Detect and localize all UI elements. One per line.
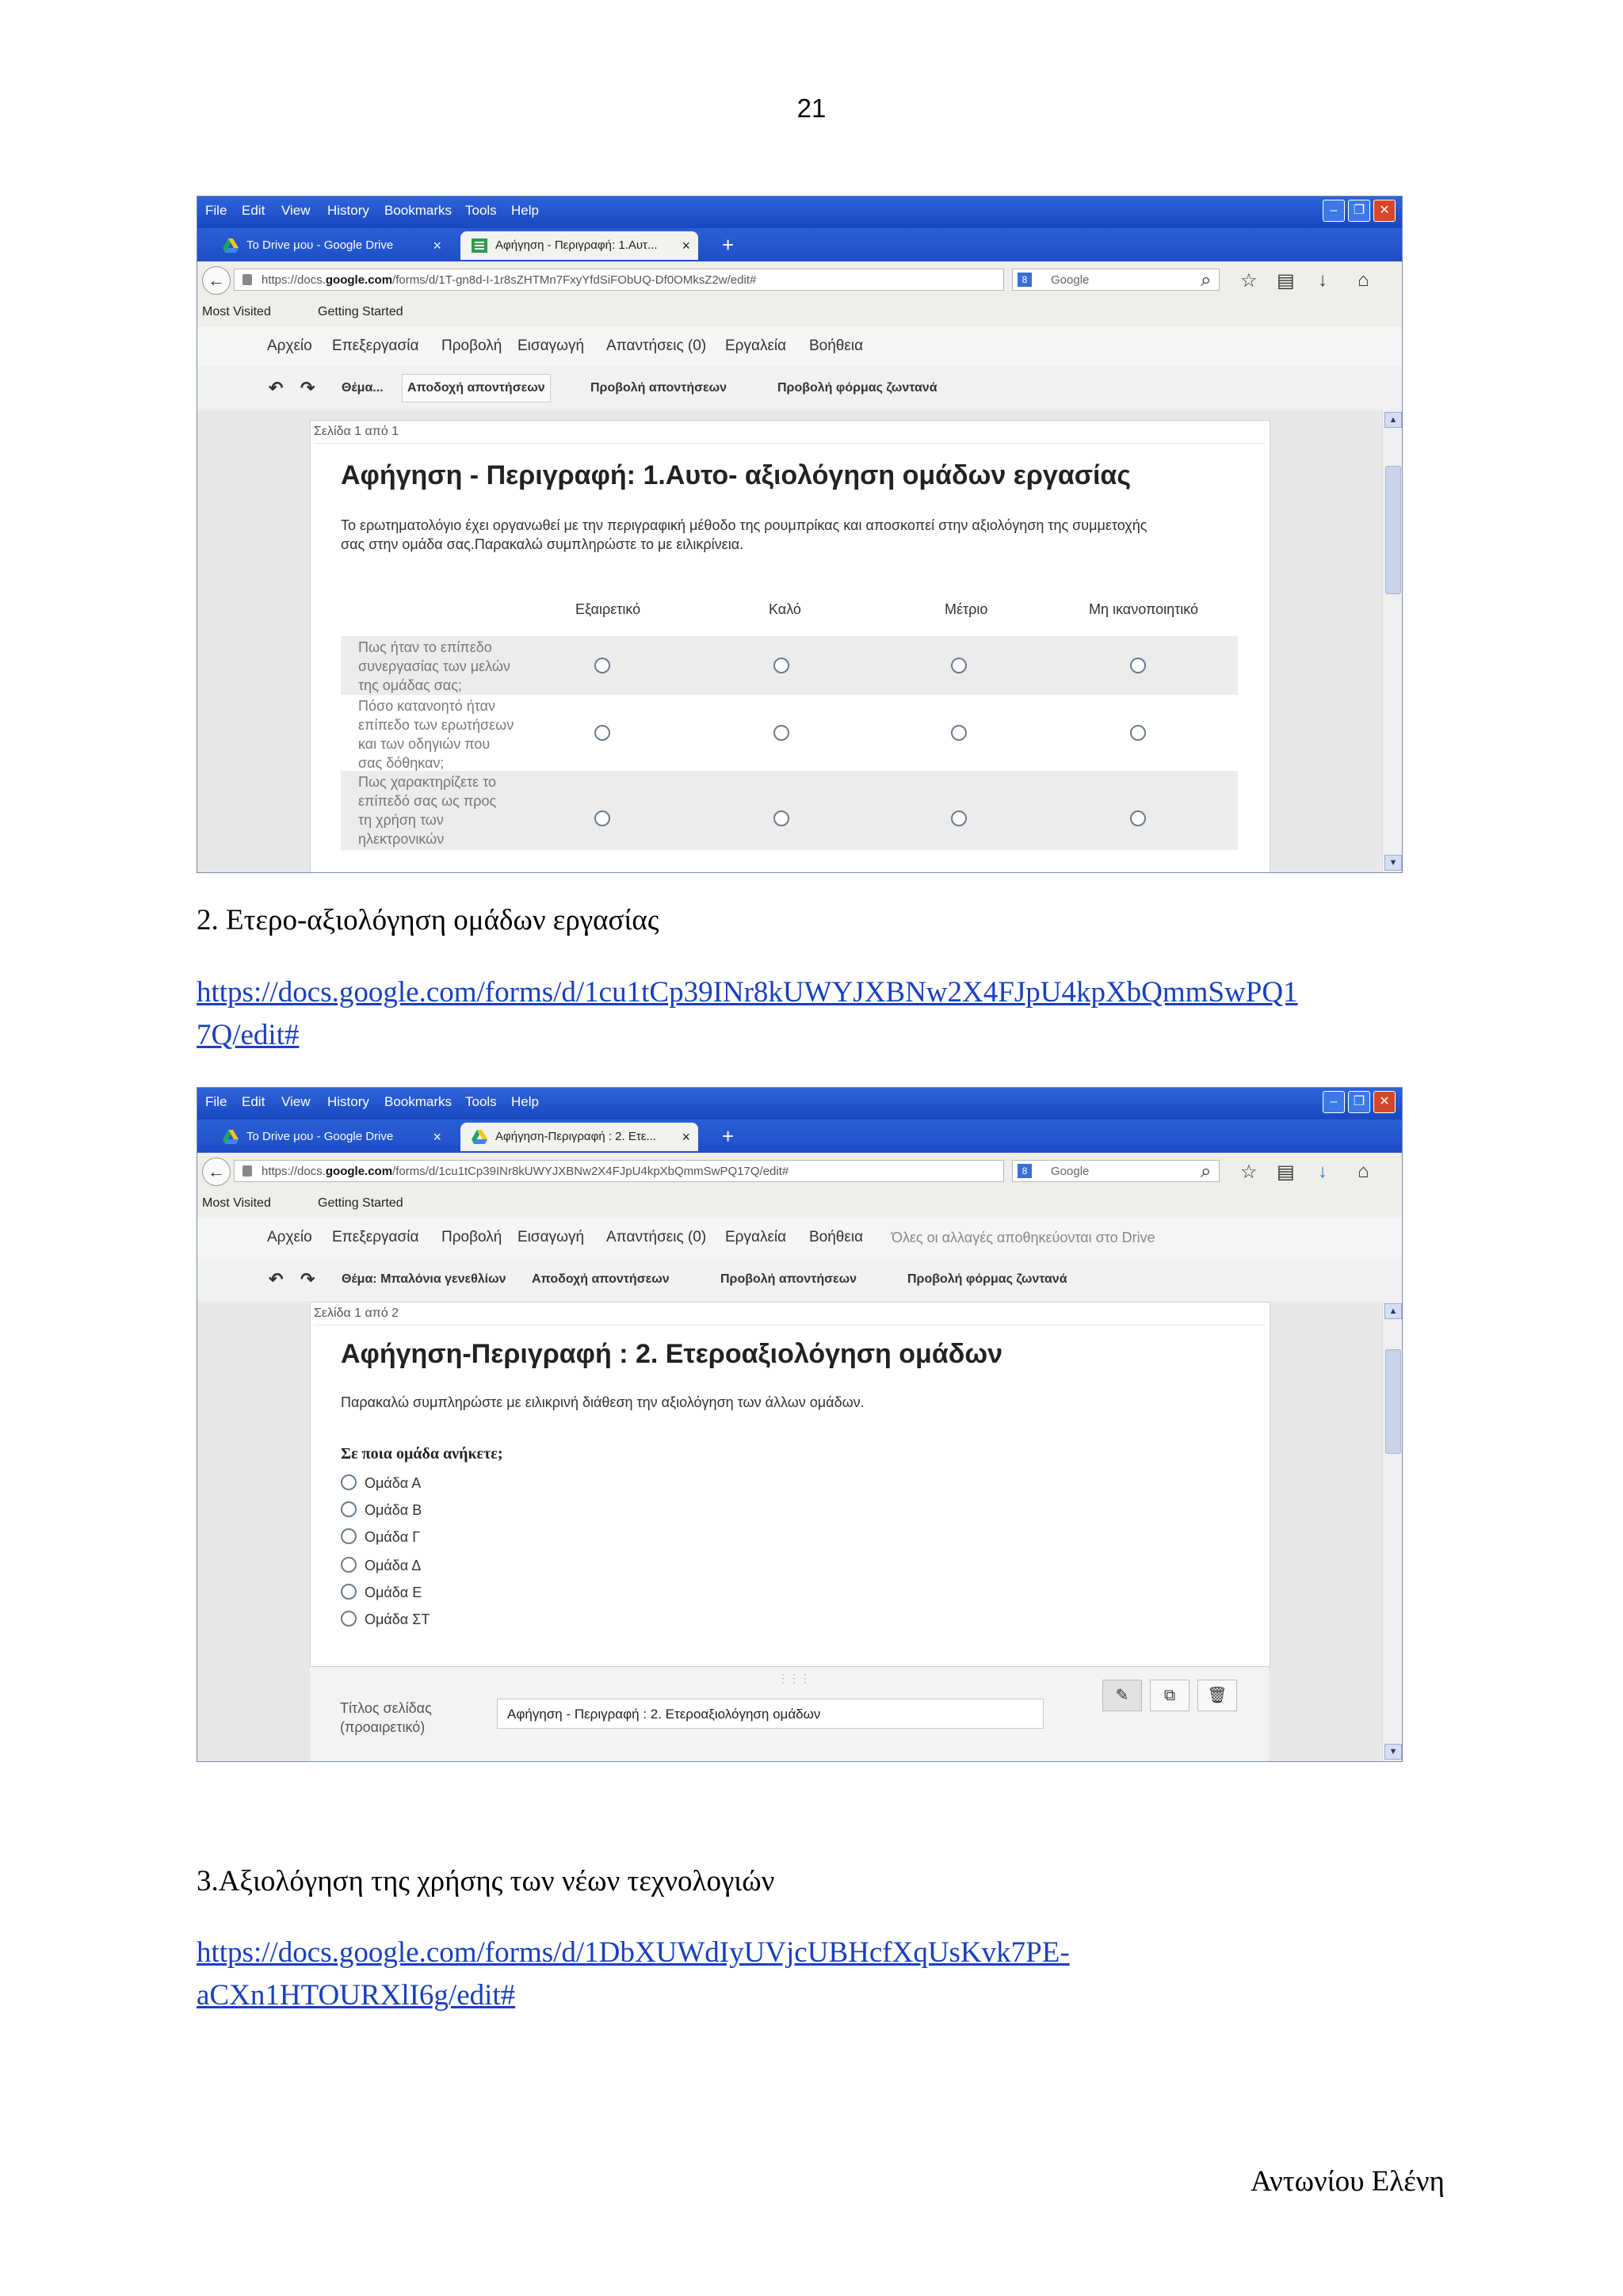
form-title: Αφήγηση - Περιγραφή: 1.Αυτο- αξιολόγηση ομάδων εργασίας	[341, 460, 1132, 490]
minimize-icon[interactable]: –	[1323, 1091, 1345, 1113]
forms-menubar	[197, 1218, 1402, 1257]
radio-button[interactable]	[341, 1584, 357, 1600]
view-live-form-label: Προβολή φόρμας ζωντανά	[777, 381, 938, 395]
radio-button[interactable]	[341, 1528, 357, 1544]
scroll-down-icon[interactable]: ▼	[1384, 1744, 1402, 1760]
menu-edit[interactable]: Edit	[242, 1094, 265, 1109]
tab-form[interactable]	[460, 1123, 698, 1151]
search-box[interactable]	[1012, 1160, 1220, 1182]
view-responses-button[interactable]	[590, 366, 727, 410]
close-window-icon[interactable]: ✕	[1373, 1091, 1396, 1113]
bookmarks-bar	[197, 298, 1402, 327]
form-description	[341, 516, 1212, 554]
forms-menu-edit[interactable]: Επεξεργασία	[332, 338, 419, 354]
drag-handle-icon[interactable]: ⋮⋮⋮	[777, 1672, 811, 1684]
radio-button[interactable]	[951, 810, 967, 826]
radio-button[interactable]	[341, 1501, 357, 1517]
forms-menu-file[interactable]: Αρχείο	[267, 338, 312, 354]
grid-row	[341, 695, 1238, 771]
option-row[interactable]	[341, 1526, 420, 1546]
tab-close-icon[interactable]: ×	[433, 238, 441, 254]
section-3-link-line[interactable]: aCXn1HTOURXlI6g/edit#	[197, 1979, 516, 2012]
form-description-line: σας στην ομάδα σας.Παρακαλώ συμπληρώστε το με ειλικρίνεια.	[341, 536, 744, 552]
url-path: /forms/d/1T-gn8d-I-1r8sZHTMn7FxyYfdSiFObUQ-Df0OMksZ2w/edit#	[392, 273, 757, 287]
tab-drive-label: To Drive μου - Google Drive	[246, 1130, 394, 1143]
download-icon[interactable]: ↓	[1318, 1161, 1327, 1182]
browser-tabbar	[197, 228, 1402, 261]
view-live-form-button[interactable]	[907, 1257, 1067, 1302]
view-responses-label: Προβολή αποντήσεων	[720, 1272, 857, 1286]
radio-button[interactable]	[594, 810, 610, 826]
edit-pencil-icon[interactable]: ✎	[1102, 1680, 1142, 1711]
page-number: 21	[796, 93, 827, 123]
undo-icon[interactable]: ↶	[269, 378, 284, 398]
section-2-heading: 2. Ετερο-αξιολόγηση ομάδων εργασίας	[197, 904, 659, 936]
tab-drive[interactable]	[212, 1123, 449, 1151]
author-footer: Αντωνίου Ελένη	[1251, 2165, 1445, 2198]
browser-navbar	[197, 261, 1402, 299]
forms-menu-responses[interactable]: Απαντήσεις (0)	[606, 1229, 707, 1245]
section-3-link-line[interactable]: https://docs.google.com/forms/d/1DbXUWdIyUVjcUBHcfXqUsKvk7PE-	[197, 1936, 1070, 1969]
menu-view[interactable]: View	[281, 203, 311, 218]
option-label: Ομάδα Γ	[365, 1529, 421, 1545]
view-live-form-label: Προβολή φόρμας ζωντανά	[907, 1272, 1067, 1286]
question-label: Σε ποια ομάδα ανήκετε;	[341, 1445, 503, 1463]
google-drive-icon	[223, 1130, 239, 1144]
scroll-down-icon[interactable]: ▼	[1384, 855, 1402, 871]
google-forms-icon	[472, 238, 487, 253]
redo-icon[interactable]: ↷	[300, 1269, 315, 1289]
grid-col-good: Καλό	[769, 601, 801, 617]
redo-icon[interactable]: ↷	[300, 378, 315, 398]
menu-tools[interactable]: Tools	[465, 203, 497, 218]
grid-row	[341, 771, 1238, 850]
forms-toolbar	[197, 366, 1402, 411]
home-icon[interactable]: ⌂	[1358, 1161, 1369, 1182]
menu-history[interactable]: History	[327, 1094, 369, 1109]
view-responses-label: Προβολή αποντήσεων	[590, 381, 727, 395]
forms-menu-edit[interactable]: Επεξεργασία	[332, 1229, 419, 1245]
question-line: Πως ήταν το επίπεδο	[358, 639, 492, 655]
theme-button[interactable]: Θέμα...	[342, 381, 384, 395]
question-line: συνεργασίας των μελών	[358, 658, 510, 674]
page-title-label	[340, 1699, 432, 1737]
scroll-thumb[interactable]	[1385, 1349, 1401, 1454]
option-label: Ομάδα Ε	[365, 1585, 422, 1600]
radio-button[interactable]	[1130, 725, 1146, 741]
search-box[interactable]	[1012, 269, 1220, 291]
label-line: Τίτλος σελίδας	[340, 1700, 432, 1716]
option-row[interactable]	[341, 1581, 422, 1601]
grid-col-excellent: Εξαιρετικό	[575, 601, 641, 617]
restore-icon[interactable]: ❐	[1348, 200, 1370, 222]
section-3-link[interactable]	[197, 1932, 1070, 2017]
vertical-scrollbar[interactable]	[1382, 410, 1402, 872]
forms-menubar	[197, 326, 1402, 366]
forms-menu-file[interactable]: Αρχείο	[267, 1229, 312, 1245]
tab-drive[interactable]	[212, 231, 449, 260]
option-row[interactable]	[341, 1472, 421, 1492]
url-prefix: https://docs.	[262, 273, 326, 287]
option-row[interactable]	[341, 1499, 422, 1519]
grid-row-question	[358, 638, 525, 695]
tab-form-label: Αφήγηση-Περιγραφή : 2. Ετε...	[495, 1130, 656, 1143]
forms-menu-help[interactable]: Βοήθεια	[809, 1229, 864, 1245]
grid-row	[341, 636, 1238, 695]
vertical-scrollbar[interactable]	[1382, 1302, 1402, 1761]
search-placeholder: Google	[1051, 273, 1090, 287]
url-domain: google.com	[325, 273, 393, 287]
forms-menu-help[interactable]: Βοήθεια	[809, 338, 864, 354]
page-label: Σελίδα 1 από 1	[314, 421, 1265, 444]
question-line: Πως χαρακτηρίζετε το	[358, 774, 497, 790]
bookmark-most-visited[interactable]: Most Visited	[202, 305, 271, 318]
search-icon[interactable]: ⌕	[1201, 269, 1212, 291]
forms-menu-tools[interactable]: Εργαλεία	[725, 1229, 787, 1245]
option-label: Ομάδα Α	[365, 1475, 422, 1491]
radio-button[interactable]	[1130, 658, 1146, 673]
question-line: επίπεδό σας ως προς	[358, 793, 497, 809]
menu-tools[interactable]: Tools	[465, 1094, 497, 1109]
screenshot-form-2	[197, 1087, 1403, 1762]
url-bar[interactable]	[234, 269, 1004, 291]
home-icon[interactable]: ⌂	[1358, 269, 1369, 291]
duplicate-icon[interactable]: ⧉	[1150, 1680, 1190, 1711]
grid-col-unsatisfactory: Μη ικανοποιητικό	[1089, 601, 1199, 617]
browser-tabbar	[197, 1119, 1402, 1153]
google-drive-icon	[223, 238, 239, 253]
question-line: και των οδηγιών που	[358, 736, 491, 752]
view-responses-button[interactable]	[720, 1257, 857, 1302]
forms-menu-view[interactable]: Προβολή	[441, 338, 502, 354]
menu-history[interactable]: History	[327, 203, 369, 218]
question-line: Πόσο κατανοητό ήταν	[358, 698, 495, 714]
form-canvas	[197, 1302, 1402, 1761]
close-window-icon[interactable]: ✕	[1373, 200, 1396, 222]
star-icon[interactable]: ☆	[1240, 270, 1258, 292]
url-domain: google.com	[325, 1165, 393, 1178]
radio-button[interactable]	[1130, 810, 1146, 826]
question-line: ηλεκτρονικών	[358, 831, 445, 847]
scroll-up-icon[interactable]: ▲	[1384, 1303, 1402, 1319]
section-3-heading: 3.Αξιολόγηση της χρήσης των νέων τεχνολογιών	[197, 1865, 775, 1897]
grid-row-question	[358, 696, 525, 772]
bookmark-most-visited[interactable]: Most Visited	[202, 1196, 271, 1210]
google-search-icon: 8	[1018, 273, 1032, 287]
radio-button[interactable]	[951, 725, 967, 741]
minimize-icon[interactable]: –	[1323, 200, 1345, 222]
browser-menubar	[197, 196, 1402, 228]
bookmark-getting-started[interactable]: Getting Started	[318, 1196, 403, 1210]
option-row[interactable]	[341, 1608, 430, 1628]
forms-menu-tools[interactable]: Εργαλεία	[725, 338, 787, 354]
question-line: τη χρήση των	[358, 812, 444, 828]
menu-bookmarks[interactable]: Bookmarks	[384, 203, 453, 218]
accept-responses-label: Αποδοχή αποντήσεων	[407, 381, 545, 395]
form-description: Παρακαλώ συμπληρώστε με ειλικρινή διάθεση την αξιολόγηση των άλλων ομάδων.	[341, 1394, 865, 1410]
delete-icon[interactable]: 🗑	[1197, 1680, 1237, 1711]
reading-list-icon[interactable]: ▤	[1277, 1161, 1295, 1183]
radio-button[interactable]	[773, 725, 789, 741]
tab-drive-label: To Drive μου - Google Drive	[246, 238, 394, 252]
form-card	[310, 420, 1270, 872]
download-icon[interactable]: ↓	[1318, 269, 1327, 291]
menu-edit[interactable]: Edit	[242, 203, 265, 218]
question-line: σας δόθηκαν;	[358, 755, 445, 771]
radio-button[interactable]	[773, 658, 789, 673]
view-live-form-button[interactable]	[777, 366, 938, 410]
reading-list-icon[interactable]: ▤	[1277, 270, 1295, 292]
url-path: /forms/d/1cu1tCp39INr8kUWYJXBNw2X4FJpU4kpXbQmmSwPQ17Q/edit#	[392, 1165, 789, 1178]
scroll-thumb[interactable]	[1385, 466, 1401, 594]
page-label: Σελίδα 1 από 2	[314, 1302, 1265, 1325]
menu-bookmarks[interactable]: Bookmarks	[384, 1094, 453, 1109]
url-bar[interactable]	[234, 1160, 1004, 1182]
form-card	[310, 1302, 1270, 1668]
page-title-input[interactable]: Αφήγηση - Περιγραφή : 2. Ετεροαξιολόγηση ομάδων	[497, 1699, 1044, 1729]
section-2-link[interactable]	[197, 971, 1298, 1057]
back-icon[interactable]: ←	[202, 1158, 231, 1186]
back-icon[interactable]: ←	[202, 266, 231, 295]
menu-file[interactable]: File	[205, 203, 227, 218]
browser-menubar	[197, 1088, 1402, 1119]
google-drive-icon	[472, 1130, 487, 1144]
form-description-line: Το ερωτηματολόγιο έχει οργανωθεί με την περιγραφική μέθοδο της ρουμπρίκας και αποσκοπεί στην αξιολόγηση της συμμετοχής	[341, 517, 1148, 533]
grid-col-average: Μέτριο	[945, 601, 988, 617]
menu-help[interactable]: Help	[511, 203, 539, 218]
tab-close-icon[interactable]: ×	[682, 238, 690, 254]
save-status: Όλες οι αλλαγές αποθηκεύονται στο Drive	[892, 1230, 1155, 1245]
tab-form-label: Αφήγηση - Περιγραφή: 1.Αυτ...	[495, 238, 658, 252]
lock-icon	[242, 1165, 252, 1177]
radio-button[interactable]	[594, 725, 610, 741]
option-label: Ομάδα Δ	[365, 1558, 422, 1573]
theme-button[interactable]: Θέμα: Μπαλόνια γενεθλίων	[342, 1272, 506, 1286]
accept-responses-label: Αποδοχή αποντήσεων	[532, 1272, 670, 1286]
accept-responses-button[interactable]	[402, 374, 551, 402]
question-line: επίπεδο των ερωτήσεων	[358, 717, 514, 733]
scroll-up-icon[interactable]: ▲	[1384, 412, 1402, 428]
page-edit-panel	[310, 1666, 1269, 1761]
forms-menu-view[interactable]: Προβολή	[441, 1229, 502, 1245]
tab-close-icon[interactable]: ×	[682, 1129, 690, 1145]
forms-toolbar	[197, 1257, 1402, 1302]
bookmark-getting-started[interactable]: Getting Started	[318, 305, 403, 318]
radio-button[interactable]	[594, 658, 610, 673]
radio-button[interactable]	[773, 810, 789, 826]
tab-form[interactable]	[460, 231, 698, 260]
screenshot-form-1	[197, 196, 1403, 873]
url-prefix: https://docs.	[262, 1165, 326, 1178]
forms-menu-insert[interactable]: Εισαγωγή	[517, 1229, 585, 1245]
section-2-link-line[interactable]: https://docs.google.com/forms/d/1cu1tCp39INr8kUWYJXBNw2X4FJpU4kpXbQmmSwPQ1	[197, 976, 1298, 1009]
menu-help[interactable]: Help	[511, 1094, 539, 1109]
new-tab-icon[interactable]: +	[722, 233, 735, 257]
accept-responses-button[interactable]	[532, 1257, 670, 1302]
radio-button[interactable]	[951, 658, 967, 673]
section-2-link-line[interactable]: 7Q/edit#	[197, 1019, 300, 1051]
bookmarks-bar	[197, 1189, 1402, 1219]
menu-view[interactable]: View	[281, 1094, 311, 1109]
tab-close-icon[interactable]: ×	[433, 1129, 441, 1145]
search-icon[interactable]: ⌕	[1201, 1161, 1212, 1182]
option-label: Ομάδα ΣΤ	[365, 1611, 430, 1627]
search-placeholder: Google	[1051, 1165, 1090, 1178]
menu-file[interactable]: File	[205, 1094, 227, 1109]
restore-icon[interactable]: ❐	[1348, 1091, 1370, 1113]
radio-button[interactable]	[341, 1611, 357, 1627]
option-label: Ομάδα Β	[365, 1502, 422, 1518]
question-line: της ομάδας σας;	[358, 677, 462, 693]
label-line: (προαιρετικό)	[340, 1719, 426, 1735]
forms-menu-insert[interactable]: Εισαγωγή	[517, 338, 585, 354]
star-icon[interactable]: ☆	[1240, 1161, 1258, 1183]
option-row[interactable]	[341, 1554, 421, 1574]
radio-button[interactable]	[341, 1474, 357, 1490]
google-search-icon: 8	[1018, 1164, 1032, 1178]
radio-button[interactable]	[341, 1557, 357, 1573]
forms-menu-responses[interactable]: Απαντήσεις (0)	[606, 338, 707, 354]
grid-row-question	[358, 772, 525, 849]
form-title: Αφήγηση-Περιγραφή : 2. Ετεροαξιολόγηση ομάδων	[341, 1339, 1002, 1369]
undo-icon[interactable]: ↶	[269, 1269, 284, 1289]
form-canvas	[197, 410, 1402, 872]
browser-navbar	[197, 1153, 1402, 1190]
new-tab-icon[interactable]: +	[722, 1124, 735, 1148]
lock-icon	[242, 274, 252, 285]
